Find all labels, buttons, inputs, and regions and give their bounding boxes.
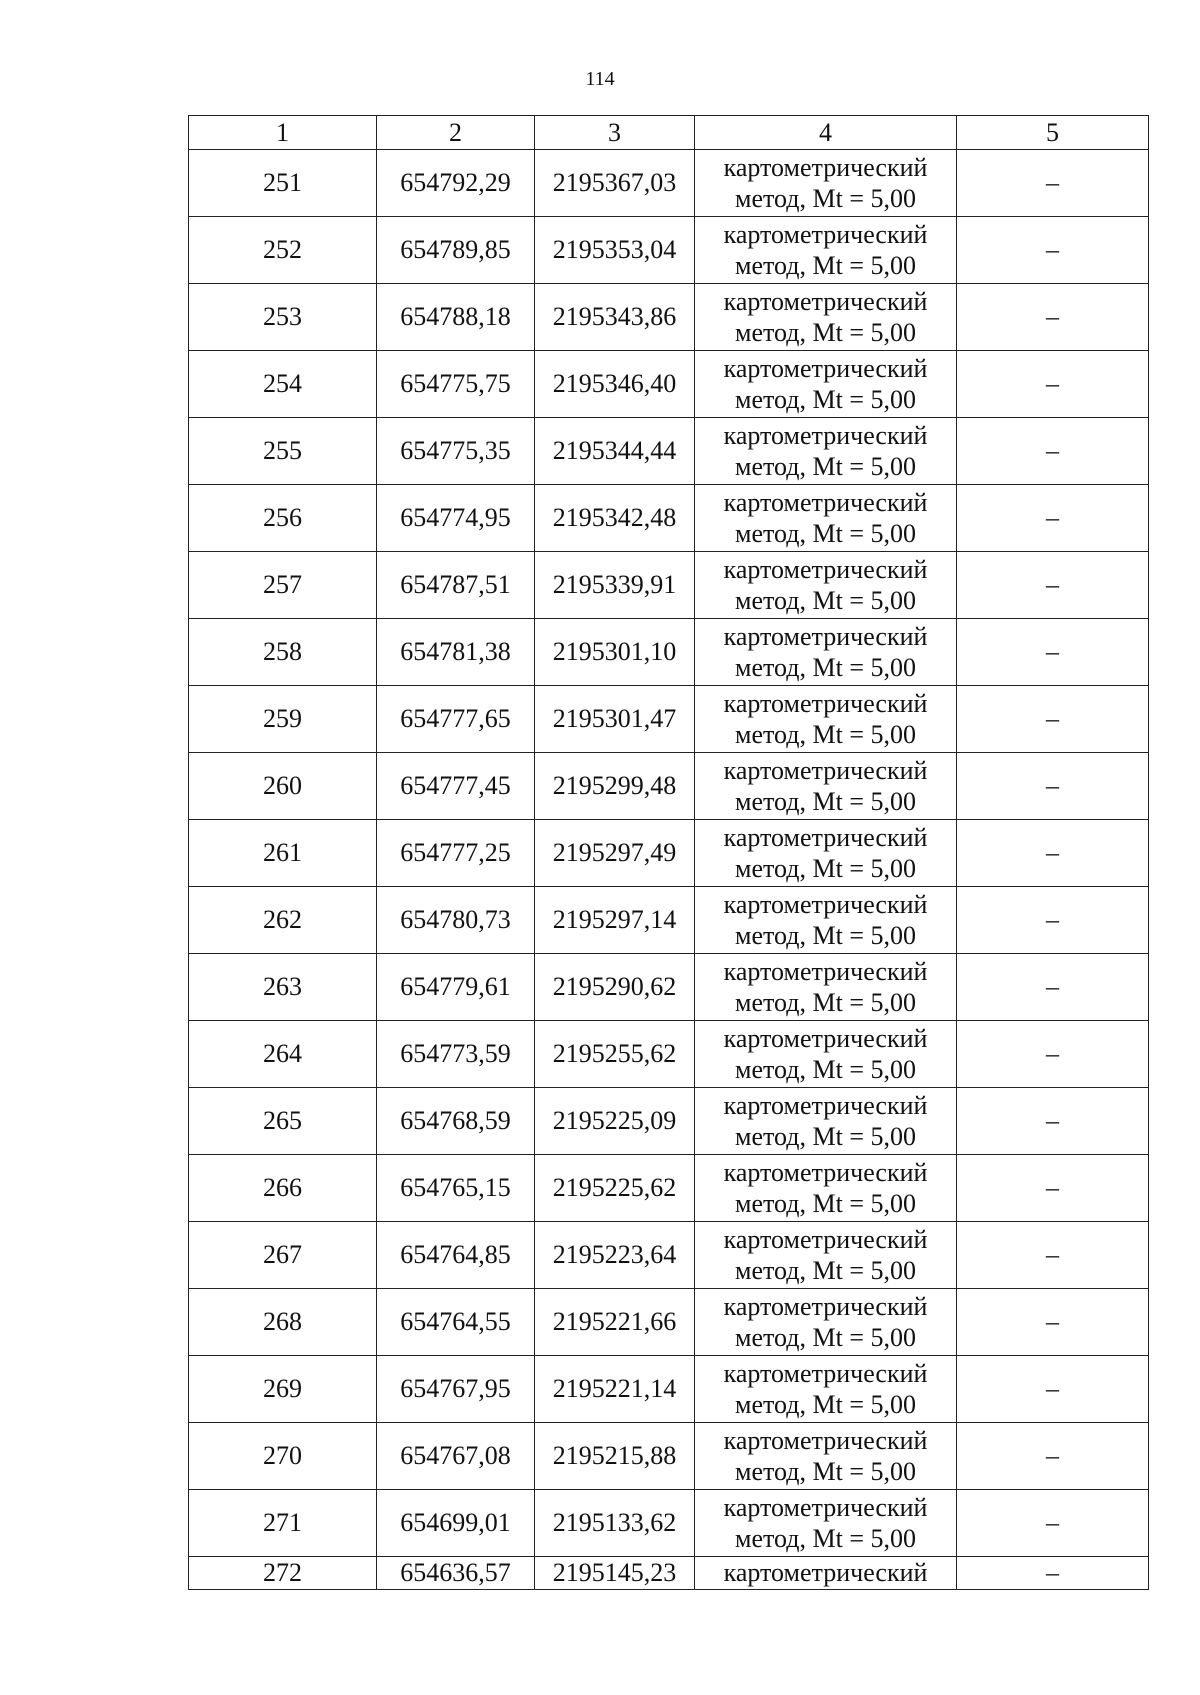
x-coordinate-cell: 654777,65 <box>377 686 535 753</box>
note-cell: – <box>957 1155 1149 1222</box>
method-cell <box>695 351 957 418</box>
y-coordinate-cell: 2195215,88 <box>535 1423 695 1490</box>
method-cell <box>695 887 957 954</box>
table-row <box>189 351 1149 418</box>
method-cell <box>695 1021 957 1088</box>
table-row <box>189 284 1149 351</box>
x-coordinate-cell: 654773,59 <box>377 1021 535 1088</box>
method-cell <box>695 1289 957 1356</box>
method-cell <box>695 686 957 753</box>
method-line-1: картометрический <box>723 1292 928 1321</box>
y-coordinate-cell: 2195353,04 <box>535 217 695 284</box>
method-line-2: метод, Mt = 5,00 <box>735 1390 916 1419</box>
method-line-2: метод, Mt = 5,00 <box>735 184 916 213</box>
table-row <box>189 150 1149 217</box>
table-row <box>189 1490 1149 1557</box>
table-row <box>189 217 1149 284</box>
table-row <box>189 887 1149 954</box>
method-cell <box>695 150 957 217</box>
method-cell <box>695 619 957 686</box>
method-line-2: метод, Mt = 5,00 <box>735 1524 916 1553</box>
method-line-1: картометрический <box>723 823 928 852</box>
x-coordinate-cell: 654764,55 <box>377 1289 535 1356</box>
y-coordinate-cell: 2195297,49 <box>535 820 695 887</box>
point-number-cell: 255 <box>189 418 377 485</box>
point-number-cell: 263 <box>189 954 377 1021</box>
y-coordinate-cell: 2195299,48 <box>535 753 695 820</box>
method-line-1: картометрический <box>723 890 928 919</box>
x-coordinate-cell: 654767,08 <box>377 1423 535 1490</box>
table-row <box>189 753 1149 820</box>
point-number-cell: 253 <box>189 284 377 351</box>
header-col-1: 1 <box>189 116 377 150</box>
x-coordinate-cell: 654767,95 <box>377 1356 535 1423</box>
x-coordinate-cell: 654780,73 <box>377 887 535 954</box>
point-number-cell: 265 <box>189 1088 377 1155</box>
y-coordinate-cell: 2195346,40 <box>535 351 695 418</box>
y-coordinate-cell: 2195339,91 <box>535 552 695 619</box>
method-cell <box>695 485 957 552</box>
method-cell <box>695 1088 957 1155</box>
note-cell: – <box>957 1021 1149 1088</box>
y-coordinate-cell: 2195221,14 <box>535 1356 695 1423</box>
method-line-1: картометрический <box>723 689 928 718</box>
y-coordinate-cell: 2195301,47 <box>535 686 695 753</box>
table-row <box>189 418 1149 485</box>
method-line-1: картометрический <box>723 622 928 651</box>
x-coordinate-cell: 654765,15 <box>377 1155 535 1222</box>
point-number-cell: 272 <box>189 1557 377 1590</box>
method-cell: картометрический <box>695 1557 957 1590</box>
y-coordinate-cell: 2195221,66 <box>535 1289 695 1356</box>
table-row <box>189 552 1149 619</box>
table-row <box>189 820 1149 887</box>
method-line-2: метод, Mt = 5,00 <box>735 720 916 749</box>
point-number-cell: 271 <box>189 1490 377 1557</box>
note-cell: – <box>957 150 1149 217</box>
table-row <box>189 1155 1149 1222</box>
method-line-1: картометрический <box>723 421 928 450</box>
method-cell <box>695 1490 957 1557</box>
point-number-cell: 256 <box>189 485 377 552</box>
point-number-cell: 252 <box>189 217 377 284</box>
table-row <box>189 1423 1149 1490</box>
table-row <box>189 1021 1149 1088</box>
table-row <box>189 1088 1149 1155</box>
x-coordinate-cell: 654777,25 <box>377 820 535 887</box>
point-number-cell: 261 <box>189 820 377 887</box>
x-coordinate-cell: 654764,85 <box>377 1222 535 1289</box>
coordinates-table <box>188 115 1149 1590</box>
point-number-cell: 267 <box>189 1222 377 1289</box>
method-line-1: картометрический <box>723 1091 928 1120</box>
x-coordinate-cell: 654787,51 <box>377 552 535 619</box>
method-cell <box>695 284 957 351</box>
table-row <box>189 1356 1149 1423</box>
method-line-1: картометрический <box>723 555 928 584</box>
point-number-cell: 258 <box>189 619 377 686</box>
method-line-1: картометрический <box>723 287 928 316</box>
method-line-2: метод, Mt = 5,00 <box>735 1256 916 1285</box>
point-number-cell: 264 <box>189 1021 377 1088</box>
table-row <box>189 1289 1149 1356</box>
page-number: 114 <box>585 68 615 90</box>
x-coordinate-cell: 654777,45 <box>377 753 535 820</box>
method-cell <box>695 1423 957 1490</box>
point-number-cell: 270 <box>189 1423 377 1490</box>
x-coordinate-cell: 654768,59 <box>377 1088 535 1155</box>
method-line-1: картометрический <box>723 153 928 182</box>
method-cell <box>695 1222 957 1289</box>
method-line-2: метод, Mt = 5,00 <box>735 318 916 347</box>
method-line-2: метод, Mt = 5,00 <box>735 921 916 950</box>
y-coordinate-cell: 2195133,62 <box>535 1490 695 1557</box>
note-cell: – <box>957 418 1149 485</box>
method-cell <box>695 954 957 1021</box>
method-line-2: метод, Mt = 5,00 <box>735 787 916 816</box>
coordinates-table-container <box>188 115 1148 1590</box>
note-cell: – <box>957 619 1149 686</box>
method-line-2: метод, Mt = 5,00 <box>735 1189 916 1218</box>
y-coordinate-cell: 2195301,10 <box>535 619 695 686</box>
method-line-1: картометрический <box>723 1426 928 1455</box>
method-line-2: метод, Mt = 5,00 <box>735 854 916 883</box>
x-coordinate-cell: 654788,18 <box>377 284 535 351</box>
point-number-cell: 269 <box>189 1356 377 1423</box>
x-coordinate-cell: 654792,29 <box>377 150 535 217</box>
method-line-2: метод, Mt = 5,00 <box>735 519 916 548</box>
method-line-2: метод, Mt = 5,00 <box>735 385 916 414</box>
y-coordinate-cell: 2195297,14 <box>535 887 695 954</box>
method-line-2: метод, Mt = 5,00 <box>735 653 916 682</box>
note-cell: – <box>957 1289 1149 1356</box>
method-line-1: картометрический <box>723 1359 928 1388</box>
y-coordinate-cell: 2195225,09 <box>535 1088 695 1155</box>
header-col-2: 2 <box>377 116 535 150</box>
method-cell <box>695 1356 957 1423</box>
method-line-2: метод, Mt = 5,00 <box>735 452 916 481</box>
note-cell: – <box>957 1222 1149 1289</box>
method-cell <box>695 1155 957 1222</box>
y-coordinate-cell: 2195290,62 <box>535 954 695 1021</box>
y-coordinate-cell: 2195342,48 <box>535 485 695 552</box>
table-row <box>189 954 1149 1021</box>
x-coordinate-cell: 654774,95 <box>377 485 535 552</box>
y-coordinate-cell: 2195145,23 <box>535 1557 695 1590</box>
method-line-1: картометрический <box>723 220 928 249</box>
note-cell: – <box>957 351 1149 418</box>
note-cell: – <box>957 753 1149 820</box>
x-coordinate-cell: 654636,57 <box>377 1557 535 1590</box>
method-cell <box>695 418 957 485</box>
point-number-cell: 266 <box>189 1155 377 1222</box>
note-cell: – <box>957 1088 1149 1155</box>
method-line-1: картометрический <box>723 756 928 785</box>
y-coordinate-cell: 2195343,86 <box>535 284 695 351</box>
table-row <box>189 1557 1149 1590</box>
note-cell: – <box>957 820 1149 887</box>
point-number-cell: 257 <box>189 552 377 619</box>
y-coordinate-cell: 2195225,62 <box>535 1155 695 1222</box>
note-cell: – <box>957 217 1149 284</box>
x-coordinate-cell: 654781,38 <box>377 619 535 686</box>
method-line-1: картометрический <box>723 1493 928 1522</box>
point-number-cell: 251 <box>189 150 377 217</box>
note-cell: – <box>957 1557 1149 1590</box>
method-cell <box>695 820 957 887</box>
note-cell: – <box>957 887 1149 954</box>
note-cell: – <box>957 485 1149 552</box>
note-cell: – <box>957 1490 1149 1557</box>
table-row <box>189 1222 1149 1289</box>
y-coordinate-cell: 2195344,44 <box>535 418 695 485</box>
x-coordinate-cell: 654779,61 <box>377 954 535 1021</box>
method-line-1: картометрический <box>723 1225 928 1254</box>
note-cell: – <box>957 954 1149 1021</box>
method-line-2: метод, Mt = 5,00 <box>735 586 916 615</box>
note-cell: – <box>957 1423 1149 1490</box>
method-line-1: картометрический <box>723 1158 928 1187</box>
table-row <box>189 619 1149 686</box>
method-cell <box>695 753 957 820</box>
point-number-cell: 254 <box>189 351 377 418</box>
header-col-5: 5 <box>957 116 1149 150</box>
x-coordinate-cell: 654789,85 <box>377 217 535 284</box>
method-line-2: метод, Mt = 5,00 <box>735 1457 916 1486</box>
x-coordinate-cell: 654775,75 <box>377 351 535 418</box>
point-number-cell: 260 <box>189 753 377 820</box>
method-line-2: метод, Mt = 5,00 <box>735 1323 916 1352</box>
note-cell: – <box>957 284 1149 351</box>
method-cell <box>695 217 957 284</box>
table-row <box>189 686 1149 753</box>
method-line-2: метод, Mt = 5,00 <box>735 1055 916 1084</box>
note-cell: – <box>957 686 1149 753</box>
header-col-4: 4 <box>695 116 957 150</box>
point-number-cell: 262 <box>189 887 377 954</box>
y-coordinate-cell: 2195223,64 <box>535 1222 695 1289</box>
method-line-1: картометрический <box>723 354 928 383</box>
x-coordinate-cell: 654775,35 <box>377 418 535 485</box>
method-line-1: картометрический <box>723 1024 928 1053</box>
x-coordinate-cell: 654699,01 <box>377 1490 535 1557</box>
note-cell: – <box>957 1356 1149 1423</box>
method-cell <box>695 552 957 619</box>
note-cell: – <box>957 552 1149 619</box>
method-line-1: картометрический <box>723 957 928 986</box>
y-coordinate-cell: 2195367,03 <box>535 150 695 217</box>
method-line-2: метод, Mt = 5,00 <box>735 251 916 280</box>
header-col-3: 3 <box>535 116 695 150</box>
method-line-2: метод, Mt = 5,00 <box>735 988 916 1017</box>
method-line-1: картометрический <box>723 488 928 517</box>
point-number-cell: 259 <box>189 686 377 753</box>
method-line-2: метод, Mt = 5,00 <box>735 1122 916 1151</box>
table-row <box>189 485 1149 552</box>
point-number-cell: 268 <box>189 1289 377 1356</box>
table-header-row <box>189 116 1149 150</box>
y-coordinate-cell: 2195255,62 <box>535 1021 695 1088</box>
